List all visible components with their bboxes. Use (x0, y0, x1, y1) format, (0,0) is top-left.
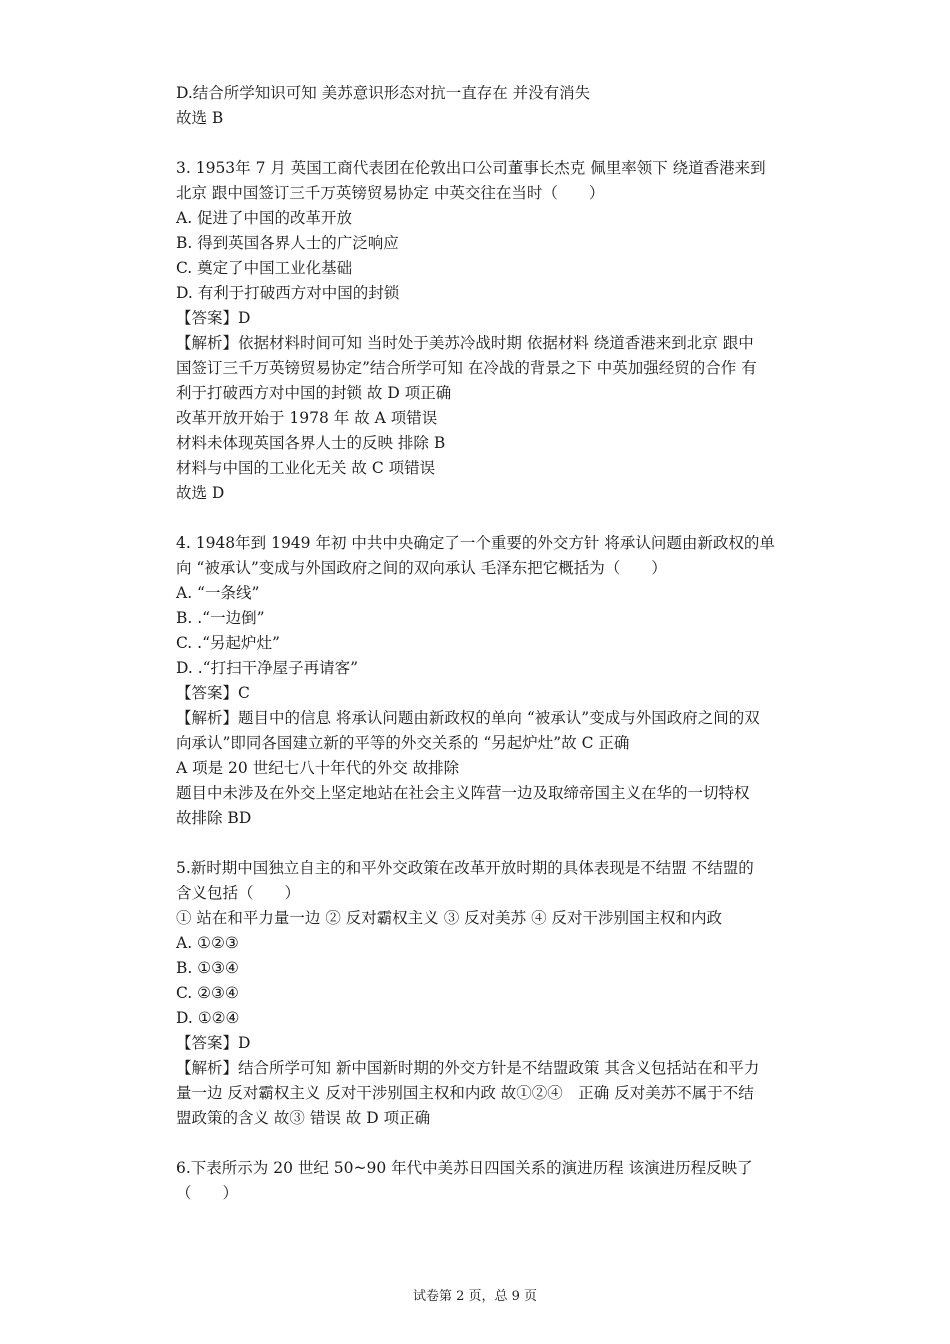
text-line: 故选 D (176, 484, 225, 502)
text-line: D. ①②④ (176, 1009, 240, 1027)
text-line: A 项是 20 世纪七八十年代的外交 故排除 (176, 759, 460, 777)
text-line: 【解析】结合所学可知 新中国新时期的外交方针是不结盟政策 其含义包括站在和平力 (176, 1059, 760, 1077)
text-line: B. ①③④ (176, 959, 239, 977)
document-body (176, 81, 816, 1206)
paragraph-gap (176, 1131, 816, 1156)
text-line: 故选 B (176, 109, 224, 127)
text-line: A. ①②③ (176, 934, 239, 952)
page-footer: 试卷第 2 页，总 9 页 (412, 1289, 538, 1304)
text-line: 北京 跟中国签订三千万英镑贸易协定 中英交往在当时（ ） (176, 184, 605, 202)
text-line: D.结合所学知识可知 美苏意识形态对抗一直存在 并没有消失 (176, 84, 591, 102)
text-line: C. ②③④ (176, 984, 239, 1002)
text-line: C. 奠定了中国工业化基础 (176, 259, 353, 277)
text-line: ① 站在和平力量一边 ② 反对霸权主义 ③ 反对美苏 ④ 反对干涉别国主权和内政 (176, 909, 722, 927)
text-line: C. .“另起炉灶” (176, 634, 280, 652)
text-line: B. 得到英国各界人士的广泛响应 (176, 234, 399, 252)
text-line: 【答案】D (176, 1034, 251, 1052)
text-line: A. “一条线” (176, 584, 260, 602)
text-line: 题目中未涉及在外交上坚定地站在社会主义阵营一边及取缔帝国主义在华的一切特权 (176, 784, 750, 802)
text-line: D. .“打扫干净屋子再请客” (176, 659, 359, 677)
text-line: D. 有利于打破西方对中国的封锁 (176, 284, 400, 302)
text-line: 向承认”即同各国建立新的平等的外交关系的 “另起炉灶”故 C 正确 (176, 734, 630, 752)
text-line: 向 “被承认”变成与外国政府之间的双向承认 毛泽东把它概括为（ ） (176, 559, 667, 577)
text-line: 故排除 BD (176, 809, 252, 827)
text-line: 3. 1953年 7 月 英国工商代表团在伦敦出口公司董事长杰克 佩里率领下 绕道香港来到 (176, 159, 766, 177)
text-line: 5.新时期中国独立自主的和平外交政策在改革开放时期的具体表现是不结盟 不结盟的 (176, 859, 754, 877)
paragraph-gap (176, 506, 816, 531)
text-line: A. 促进了中国的改革开放 (176, 209, 353, 227)
text-line: （ ） (176, 1184, 239, 1202)
text-line: 6.下表所示为 20 世纪 50~90 年代中美苏日四国关系的演进历程 该演进历程反映了 (176, 1159, 753, 1177)
text-line: 【解析】题目中的信息 将承认问题由新政权的单向 “被承认”变成与外国政府之间的双 (176, 709, 760, 727)
text-line: 4. 1948年到 1949 年初 中共中央确定了一个重要的外交方针 将承认问题由新政权的单 (176, 534, 775, 552)
text-line: 材料与中国的工业化无关 故 C 项错误 (176, 459, 436, 477)
paragraph-gap (176, 831, 816, 856)
paragraph-gap (176, 131, 816, 156)
text-line: 改革开放开始于 1978 年 故 A 项错误 (176, 409, 438, 427)
text-line: 含义包括（ ） (176, 884, 301, 902)
text-line: 利于打破西方对中国的封锁 故 D 项正确 (176, 384, 452, 402)
text-line: 盟政策的含义 故③ 错误 故 D 项正确 (176, 1109, 431, 1127)
text-line: 材料未体现英国各界人士的反映 排除 B (176, 434, 446, 452)
text-line: 【解析】依据材料时间可知 当时处于美苏冷战时期 依据材料 绕道香港来到北京 跟中 (176, 334, 754, 352)
text-line: 国签订三千万英镑贸易协定”结合所学可知 在冷战的背景之下 中英加强经贸的合作 有 (176, 359, 757, 377)
text-line: B. .“一边倒” (176, 609, 265, 627)
text-line: 【答案】C (176, 684, 250, 702)
text-line: 量一边 反对霸权主义 反对干涉别国主权和内政 故①②④ 正确 反对美苏不属于不结 (176, 1084, 754, 1102)
text-line: 【答案】D (176, 309, 251, 327)
